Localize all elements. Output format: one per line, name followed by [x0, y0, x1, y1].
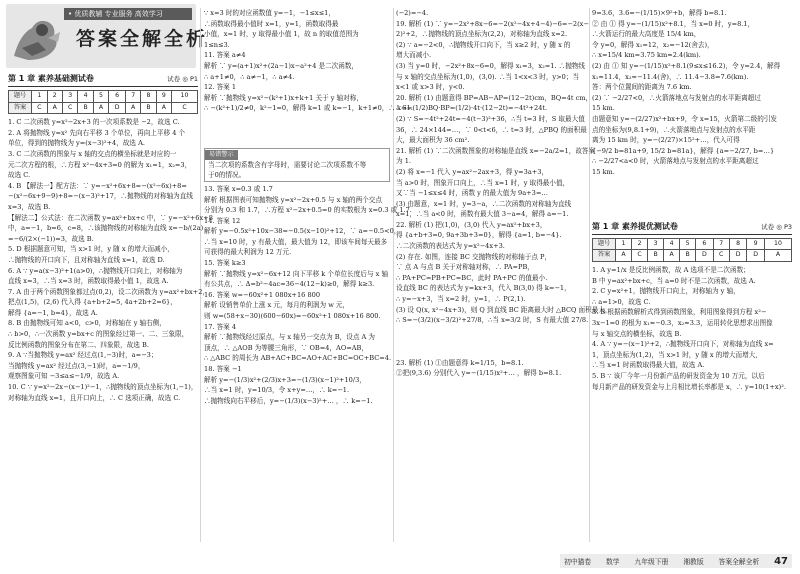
solution-line: 答：两个位置间的距离为 7.6 km.: [592, 83, 692, 92]
answer-table-basic: [8, 90, 198, 114]
solution-line: [592, 188, 792, 199]
solution-line: ∴函数取得最小值时 x=1，y=1，函数取得最: [204, 19, 339, 28]
solution-line: 反比例函数的图象分布在第二、四象限，故选 B.: [8, 340, 149, 349]
question-number: 8: [141, 91, 156, 103]
section-name: 答案全解全析: [718, 558, 760, 566]
table-header-cell: 答案: [9, 102, 32, 114]
solution-line: 1. C 二次函数 y=x²−2x+3 的一次项系数是 −2，故选 C.: [8, 118, 180, 127]
solution-line: x=1，∴当 a<0 时，函数有最大值 3−a=4，解得 a=−1.: [396, 210, 569, 219]
solution-line: −(x²−6x+9−9)+8=−(x−3)²+17，∴抛物线的对称轴为直线: [8, 192, 193, 201]
solution-line: (2) ∵ a=−2<0，∴抛物线开口向下，当 x≥2 时，y 随 x 的: [396, 40, 571, 49]
solution-line: 14. 答案 12: [204, 216, 241, 225]
solution-line: ∴ −2/27<a<0 时，火箭落地点与发射点的水平距离超过: [592, 157, 759, 166]
solution-line: [396, 326, 586, 337]
mascot-illustration-icon: [8, 8, 64, 66]
solution-line: 令 y=0，解得 x₁=12，x₂=−12(舍去)，: [592, 40, 714, 49]
solution-line: 解析 根据图表可知抛物线 y=x²−2x+0.5 与 x 轴的两个交点: [204, 195, 382, 204]
solution-line: 与 x 轴交点的横坐标，故选 B.: [592, 329, 682, 338]
chapter-title: 第 1 章 素养基础测试卷: [8, 74, 94, 83]
solution-line: ∵ 点 A 与点 B 关于对称轴对称，∴ PA=PB，: [396, 263, 534, 272]
solution-line: ∴ PA+PC=PB+PC=BC，此时 PA+PC 的值最小.: [396, 273, 548, 282]
solution-line: ∵ x=3 时的对应函数值 y=−1，−1≤x≤1，: [204, 9, 335, 17]
solution-line: 1≤n≤3.: [204, 40, 230, 49]
solution-line: {−9/2 b=81a+9, 15/2 b=81a}，解得 {a=−2/27, b=…}: [592, 146, 775, 155]
solution-line: 有公共点，∴ Δ=b²−4ac=36−4(12−k)≥0，解得 k≥3.: [204, 280, 375, 289]
solution-line: 20. 解析 (1) 由题意得 BP=AB−AP=(12−2t)cm，BQ=4t cm，: [396, 93, 593, 102]
solution-line: 15 km.: [592, 104, 615, 113]
solution-line: 6. A ∵ y=a(x−3)²+1(a>0)，∴抛物线开口向上，对称轴为: [8, 266, 183, 275]
solution-line: ∴当 x=1 时，y=10/3，令 x+y=…，∴ k=−1.: [204, 386, 350, 395]
solution-line: [396, 347, 586, 358]
column-divider: [393, 8, 394, 542]
solution-line: [396, 336, 586, 347]
solution-line: (3) 设 Q(x, x²−4x+3)，则 Q 到直线 BC 距离最大时 △BCQ 面积最大，: [396, 305, 612, 314]
question-number: 4: [78, 91, 93, 103]
solution-line: 解析 ∵抛物线 y=x²−(k²+1)x+k+1 关于 y 轴对称，: [204, 93, 363, 102]
solution-line: 5. B ∵ 该厂今年一月份新产品的研发资金为 10 万元，以后: [592, 372, 765, 380]
solution-line: x=3，故选 B.: [8, 202, 51, 211]
chapter-header-basic: [8, 72, 198, 87]
solution-line: 23. 解析 (1) ①由题意得 k=1/15，b=8.1.: [396, 358, 524, 367]
solution-line: ∴ S=−(3/2)(x−3/2)²+27/8，∴当 x=3/2 时，S 有最大值 27/8.: [396, 316, 589, 325]
solution-line: 16. 答案 w=−60x²+1 080x+16 800: [204, 290, 321, 299]
chapter-title: 第 1 章 素养提优测试卷: [592, 221, 678, 231]
solution-lines: [592, 8, 792, 220]
question-number: 2: [47, 91, 62, 103]
solution-line: [204, 125, 390, 136]
solution-line: [592, 209, 792, 220]
page-reference: 试卷 ◎ P3: [761, 222, 792, 231]
solution-line: ∴ S=(1/2)BQ·BP=(1/2)·4t·(12−2t)=−4t²+24t.: [396, 104, 548, 113]
solution-line: 18. 答案 −1: [204, 365, 242, 373]
answer-cell: A: [764, 250, 791, 262]
solution-line: 直线 x=3，∴当 x=3 时，函数取得最小值 1，故选 A.: [8, 277, 169, 286]
answer-column-2: [204, 8, 413, 542]
solution-line: 22. 解析 (1) 把(1,0)，(3,0) 代入 y=ax²+bx+3，: [396, 220, 547, 229]
solution-line: 单位，得到的抛物线为 y=(x−3)²+4，故选 A.: [8, 139, 145, 148]
answer-cell: C: [62, 102, 78, 114]
solution-line: 设直线 BC 的表达式为 y=kx+3，代入 B(3,0) 得 k=−1，: [396, 284, 571, 293]
solution-line: ∴二次函数的表达式为 y=x²−4x+3.: [396, 242, 505, 251]
solution-line: 3. C 二次函数的图象与 x 轴的交点的横坐标就是对应的一: [8, 149, 177, 158]
question-number: 3: [62, 91, 78, 103]
answer-cell: D: [696, 250, 714, 262]
solution-line: 3x−1=0 的根为 x₁≈−0.3，x₂≈3.3，运用转化思想求出图像: [592, 319, 773, 328]
column-divider: [200, 8, 201, 542]
solution-line: 2. A 将抛物线 y=x² 先向右平移 3 个单位，再向上平移 4 个: [8, 128, 186, 137]
solution-line: 为 1.: [396, 157, 411, 166]
solution-line: (3) 当 y=0 时，−2x²+8x−6=0，解得 x₁=3，x₂=1. ∴抛物线: [396, 61, 586, 70]
question-number: 10: [171, 91, 197, 103]
solution-lines: [204, 8, 413, 146]
solution-line: B 中 y=ax²+bx+c，当 a=0 时不是二次函数，故选 A.: [592, 276, 756, 285]
table-header-cell: 答案: [593, 250, 616, 262]
solution-line: 又∵当 −1≤x≤4 时，函数 y 的最大值为 9a+3=…: [396, 189, 548, 198]
table-row: [593, 250, 792, 262]
solution-line: 15 km.: [592, 167, 615, 176]
solution-line: [592, 199, 792, 210]
solution-lines: [8, 117, 213, 403]
solution-line: ∴ △ABC 的周长为 AB+AC+BC=AO+AC+BC=OC+BC=4.: [204, 354, 392, 363]
table-row: [9, 91, 198, 103]
answer-cell: A: [93, 102, 108, 114]
solution-line: 10. C ∵ y=x²−2x−(x−1)²−1，∴抛物线的顶点坐标为(1,−1)，: [8, 383, 198, 392]
subject-name: 数学: [606, 558, 620, 566]
solution-line: 把点(1,5)，(2,6) 代入得 {a+b+2=5, 4a+2b+2=6}，: [8, 298, 177, 307]
question-number: 3: [648, 238, 664, 250]
solution-line: 9=3.6，3.6=−(1/15)×9²+b，解得 b=8.1.: [592, 9, 727, 17]
question-number: 10: [764, 238, 791, 250]
solution-line: 顶点，∴ △AOB 为等腰三角形，∵ OB=4，AO=AB，: [204, 343, 368, 352]
solution-line: 可获得的最大利润为 12 万元.: [204, 248, 292, 257]
solution-line: ∴ a+1≠0，∴ a≠−1，∴ a≠4.: [204, 72, 295, 81]
question-number: 4: [664, 238, 680, 250]
question-number: 5: [680, 238, 696, 250]
solution-line: 当 a>0 时，图象开口向上，∴当 x=1 时，y 取得最小值，: [396, 178, 570, 187]
answer-cell: C: [171, 102, 197, 114]
answer-cell: D: [729, 250, 747, 262]
solution-line: ∴ a=1>0，故选 C.: [592, 297, 651, 306]
table-header-cell: 题号: [593, 238, 616, 250]
solution-line: ∴ −(k²+1)/2≠0，k²−1=0，解得 k=1 或 k=−1，k+1≠0，∴ k=1.: [204, 104, 413, 113]
solution-line: ∴抛物线的开口向下，且对称轴为直线 x=1，故选 D.: [8, 255, 165, 264]
solution-line: 【解法二】公式法：在二次函数 y=ax²+bx+c 中，∵ y=−x²+6x+8: [8, 213, 213, 222]
answer-cell: A: [664, 250, 680, 262]
solution-line: 解析 ∵抛物线经过原点，与 x 轴另一交点为 B，设点 A 为: [204, 333, 375, 342]
solution-line: 小值，x=1 时，y 取得最小值 1，故 n 的取值范围为: [204, 30, 359, 39]
solution-line: 则 w=(58+x−30)(600−60x)=−60x²+1 080x+16 800.: [204, 312, 381, 321]
solution-line: 观察图象可知 −3≤a≤−1/9，故选 A.: [8, 372, 120, 381]
answer-cell: A: [47, 102, 62, 114]
solution-line: 17. 答案 4: [204, 322, 237, 331]
solution-line: 2. C y=x²+1，抛物线开口向上，对称轴为 y 轴，: [592, 287, 740, 296]
page-footer: [560, 554, 792, 568]
solution-line: 解析 ∵ y=(a+1)x²+(2a−1)x−a²+4 是二次函数，: [204, 61, 359, 70]
answer-cell: C: [631, 250, 647, 262]
grade-name: 九年级下册: [634, 558, 669, 566]
answer-banner: [6, 4, 209, 68]
question-number: 1: [616, 238, 632, 250]
page-number: 47: [774, 555, 788, 567]
question-number: 6: [696, 238, 714, 250]
answer-cell: A: [126, 102, 141, 114]
answer-cell: D: [747, 250, 765, 262]
solution-line: 解得 {a=−1, b=4}，故选 A.: [8, 308, 98, 317]
solution-line: x<1 或 x>3 时，y<0.: [396, 83, 465, 92]
page-reference: 试卷 ◎ P1: [167, 75, 198, 83]
edition-name: 湘教版: [683, 558, 704, 566]
solution-line: 2)²+2，∴抛物线的顶点坐标为(2,2)，对称轴为直线 x=2.: [396, 30, 568, 39]
solution-line: 15. 答案 k≥3: [204, 259, 246, 268]
question-number: 9: [156, 91, 171, 103]
solution-line: 1. A y=1/x 是反比例函数，故 A 选项不是二次函数；: [592, 266, 750, 275]
solution-line: 故选 C.: [8, 171, 31, 180]
warning-text: 于0的情况。: [208, 171, 246, 180]
answer-cell: C: [32, 102, 48, 114]
solution-line: 解析 y=−(1/3)x²+(2/3)x+3=−(1/3)(x−1)²+10/3，: [204, 375, 366, 384]
solution-line: 13. 答案 x=0.3 或 1.7: [204, 184, 273, 193]
solution-line: 每月新产品的研发资金与上月相比增长率都是 x，∴ y=10(1+x)².: [592, 382, 786, 391]
solution-line: 4. B 【解法一】配方法：∵ y=−x²+6x+8=−(x²−6x)+8=: [8, 181, 187, 190]
solution-line: 点的坐标为(9,8.1+9)，∴火箭落地点与发射点的水平距: [592, 125, 756, 134]
mistake-warning-box: [204, 148, 390, 182]
solution-line: ∴火箭运行的最大高度是 15/4 km，: [592, 30, 701, 39]
solution-lines: [592, 265, 792, 392]
solution-line: 解析 y=−0.5x²+10x−38=−0.5(x−10)²+12，∵ a=−0.5<0，: [204, 227, 401, 236]
solution-line: 当抛物线 y=ax² 经过点(3,−1)时，a=−1/9，: [8, 361, 145, 370]
solution-line: 8. B 由抛物线可知 a<0，c>0，对称轴在 y 轴右侧，: [8, 319, 166, 328]
answer-table-advanced: [592, 238, 792, 262]
solution-line: ∴ y=−x+3，当 x=2 时，y=1，∴ P(2,1).: [396, 295, 526, 304]
solution-line: 由题意知 y=−(2/27)x²+bx+9，令 x=15，火箭第二级的引发: [592, 114, 778, 123]
answer-cell: B: [680, 250, 696, 262]
solution-line: (2) 将 x=−1 代入 y=ax²−2ax+3，得 y=3a+3，: [396, 167, 549, 176]
solution-line: 1，顶点坐标为(1,2)，当 x>1 时，y 随 x 的增大而增大，: [592, 350, 762, 359]
solution-line: 3. B 根据函数解析式得到函数图象，利用图象得到方程 x²−: [592, 308, 767, 317]
solution-line: ∴ b>0，∴一次函数 y=bx+c 的图象经过第一、二、三象限，: [8, 330, 189, 339]
solution-line: ∴当 x=1 时函数取得最大值，故选 A.: [592, 361, 705, 370]
solution-line: 36，∴ 24×144=…，∵ 0<t<6，∴ t=3 时，△PBQ 的面积最: [396, 125, 587, 134]
solution-line: 大，最大面积为 36 cm².: [396, 136, 470, 145]
solution-line: 中，a=−1，b=6，c=8，∴该抛物线的对称轴为直线 x=−b/(2a): [8, 224, 204, 233]
solution-line: ∴ x=15/4 km=3.75 km≈2.4(km).: [592, 51, 701, 60]
question-number: 2: [631, 238, 647, 250]
solution-line: 12. 答案 1: [204, 83, 237, 92]
question-number: 7: [713, 238, 729, 250]
banner-tagline: • 优质教辅 专业服务 高效学习: [64, 8, 192, 20]
solution-line: 解析 ∵抛物线 y=x²−6x+12 向下平移 k 个单位长度后与 x 轴: [204, 269, 389, 278]
solution-line: (−2)=−4.: [396, 9, 429, 17]
column-divider: [589, 8, 590, 542]
solution-line: (2) 由 ① 知 y=−(1/15)x²+8.1(9≤x≤16.2)，令 y=2.4，解得: [592, 61, 781, 70]
solution-line: [204, 114, 390, 125]
question-number: 9: [747, 238, 765, 250]
answer-cell: A: [616, 250, 632, 262]
chapter-header-advanced: [592, 220, 792, 235]
solution-line: x₁≈11.4，x₂≈−11.4(舍)，∴ 11.4−3.8=7.6(km).: [592, 72, 749, 81]
solution-line: 21. 解析 (1) ∵二次函数图象的对称轴是直线 x=−2a/2=1，故答案: [396, 146, 596, 155]
series-name: 初中猫卷: [564, 558, 592, 566]
solution-line: (2) 存在. 如图，连接 BC 交抛物线的对称轴于点 P，: [396, 252, 552, 261]
solution-line: ②把(9,3.6) 分别代入 y=−(1/15)x²+… ，解得 b=8.1.: [396, 369, 562, 378]
solution-line: 19. 解析 (1) ∵ y=−2x²+8x−6=−2(x²−4x+4−4)−6=−2(x−: [396, 19, 589, 28]
solution-line: [204, 135, 390, 146]
answer-cell: B: [141, 102, 156, 114]
solution-line: 解析 设销售单价上涨 x 元，每月的利润为 w 元，: [204, 301, 350, 310]
warning-text: 当二次项的系数含有字母时，需要讨论二次项系数不等: [208, 160, 367, 169]
banner-title: 答案全解全析: [76, 28, 209, 50]
solution-line: 5. D 根据题意可知，当 x>1 时，y 随 x 的增大而减小，: [8, 245, 174, 254]
solution-line: [592, 178, 792, 189]
solution-line: (2) ∵ S=−4t²+24t=−4(t−3)²+36，∴当 t=3 时，S 取最大值: [396, 114, 585, 123]
solution-line: 4. A ∵ y=−(x−1)²+2，∴抛物线开口向下，对称轴为直线 x=: [592, 340, 774, 349]
solution-line: ∴当 x=10 时，y 有最大值，最大值为 12，即该车间每天最多: [204, 237, 388, 246]
answer-column-4: [592, 8, 792, 542]
table-header-cell: 题号: [9, 91, 32, 103]
solution-line: 7. A 由于两个函数图象都过点(0,2)，设二次函数为 y=ax²+bx+2，: [8, 287, 209, 296]
solution-line: =−6/(2×(−1))=3，故选 B.: [8, 234, 94, 243]
warning-label: 易错警示: [205, 150, 238, 160]
solution-line: 得 {a+b+3=0, 9a+3b+3=0}，解得 {a=1, b=−4}.: [396, 231, 562, 240]
question-number: 8: [729, 238, 747, 250]
answer-cell: C: [713, 250, 729, 262]
table-row: [9, 102, 198, 114]
answer-cell: B: [78, 102, 93, 114]
solution-line: 分别为 0.3 和 1.7，∴方程 x²−2x+0.5=0 的实数根为 x=0.3 或 1.7.: [204, 206, 412, 215]
solution-lines: [204, 184, 412, 406]
table-row: [593, 238, 792, 250]
solution-line: ② 由 ① 得 y=−(1/15)x²+8.1，当 x=0 时，y=8.1，: [592, 19, 755, 28]
solution-line: 与 x 轴的交点坐标为(1,0)，(3,0). ∴当 1<x<3 时，y>0；当: [396, 72, 580, 81]
solution-line: (3) 由题意，x=1 时，y=3−a，∴二次函数的对称轴为直线: [396, 199, 572, 208]
question-number: 1: [32, 91, 48, 103]
question-number: 6: [109, 91, 126, 103]
solution-line: (2) ∵ −2/27<0，∴火箭落地点与发射点的水平距离超过: [592, 93, 761, 102]
question-number: 5: [93, 91, 108, 103]
answer-cell: D: [109, 102, 126, 114]
answer-cell: B: [648, 250, 664, 262]
question-number: 7: [126, 91, 141, 103]
solution-line: 离为 15 km 时，y=−(2/27)×15²+…，代入可得: [592, 136, 740, 145]
solution-line: 11. 答案 a≠4: [204, 51, 246, 60]
answer-cell: A: [156, 102, 171, 114]
solution-line: 对称轴为直线 x=1，且开口向上，∴ C 选项正确，故选 C.: [8, 393, 181, 402]
solution-line: ∴抛物线向右平移后，y=−(1/3)(x−3)²+… ，∴ k=−1.: [204, 396, 373, 405]
answer-column-1: [8, 72, 213, 542]
solution-line: 元二次方程的根，∴方程 x²−4x+3=0 的解为 x₁=1，x₂=3，: [8, 160, 192, 169]
solution-line: 9. A ∵当抛物线 y=ax² 经过点(1,−3)时，a=−3；: [8, 351, 158, 360]
solution-line: 增大而减小.: [396, 51, 432, 60]
